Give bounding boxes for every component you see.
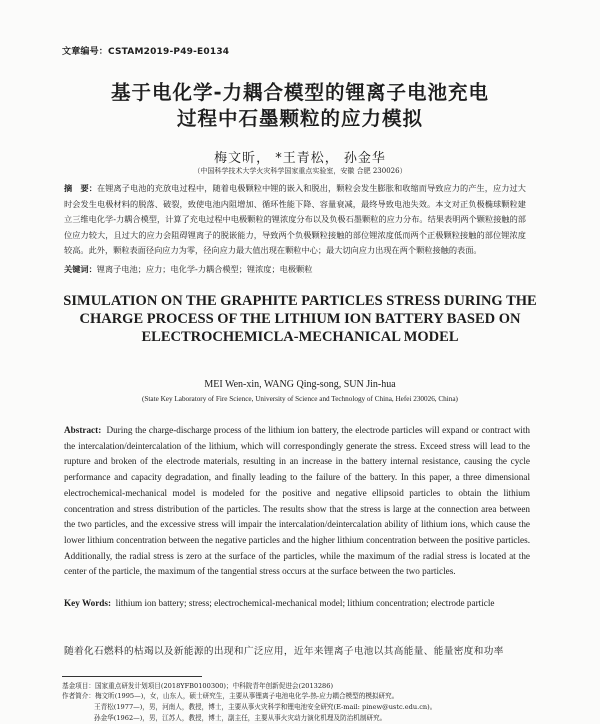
en-authors: MEI Wen-xin, WANG Qing-song, SUN Jin-hua [204,379,396,390]
footnote-divider [62,676,202,677]
cn-affiliation: （中国科学技术大学火灾科学国家重点实验室，安徽 合肥 230026） [193,167,407,175]
en-abstract-label: Abstract: [64,425,102,435]
cn-authors: 梅文昕， *王青松， 孙金华 [214,151,386,166]
intro-paragraph: 随着化石燃料的枯竭以及新能源的出现和广泛应用，近年来锂离子电池以其高能量、能量密度和功率 [64,646,504,657]
en-keywords [64,596,530,612]
en-abstract [64,423,530,580]
footnote-funding: 基金项目：国家重点研发计划项目(2018YFB0100300)；中科院青年创新促进会(2013286) [62,682,334,690]
cn-abstract-text: 在锂离子电池的充放电过程中，随着电极颗粒中锂的嵌入和脱出，颗粒会发生膨胀和收缩而导致应力的产生，应力过大时会发生电极材料的脱落、破裂，致使电池内阻增加、循环性能下降、容量衰减，最终导致电池失效。本文对正负极椭球颗粒建立三维电化学-力耦合模型，计算了充电过程中电极颗粒的锂浓度分布以及负极石墨颗粒的应力分布。结果表明两个颗粒接触的部位应力较大，且过大的应力会阻碍锂离子的脱嵌能力，导致两个负极颗粒接触的部位锂浓度低而两个正极颗粒接触的部位锂浓度较高。此外，颗粒表面径向应力为零，径向应力最大值出现在颗粒中心；最大切向应力出现在两个颗粒接触的表面。 [64,183,526,256]
cn-keywords-text: 锂离子电池；应力；电化学-力耦合模型；锂浓度；电极颗粒 [96,264,313,274]
footnote-author-bio [62,713,542,724]
cn-abstract [64,181,526,259]
en-title-line3: ELECTROCHEMICLA-MECHANICAL MODEL [141,329,459,345]
cn-abstract-label: 摘 要： [64,183,98,193]
footnote-author-bio: 作者简介：梅文昕(1995—)，女，山东人，硕士研究生，主要从事锂离子电池电化学-热-应力耦合模型的模拟研究。 [62,692,399,700]
footnote-author-bio-text: 孙金华(1962—)，男，江苏人，教授，博士，副主任，主要从事火灾动力演化机理及防治机制研究。 [94,714,387,722]
en-keywords-label: Key Words: [64,598,112,608]
cn-keywords-label: 关键词： [64,264,97,274]
cn-title-line1: 基于电化学-力耦合模型的锂离子电池充电 [110,81,490,104]
en-affiliation: (State Key Laboratory of Fire Science, University of Science and Technology of China, Hefei 230026, China) [142,395,458,403]
footnote-author-bio [62,702,542,713]
en-title-line1: SIMULATION ON THE GRAPHITE PARTICLES STRESS DURING THE [63,293,537,309]
cn-keywords [64,262,526,278]
footnote-author-bio-text: 王青松(1977—)，男，河南人，教授，博士，主要从事火灾科学和锂电池安全研究(E-mail: pinew@ustc.edu.cn)。 [94,703,437,711]
en-keywords-text: lithium ion battery; stress; electrochemical-mechanical model; lithium concentration; electrode particle [115,598,495,608]
en-title-line2: CHARGE PROCESS OF THE LITHIUM ION BATTERY BASED ON [79,311,521,327]
doc-number: 文章编号：CSTAM2019-P49-E0134 [62,47,230,57]
cn-title-line2: 过程中石墨颗粒的应力模拟 [176,107,423,130]
en-abstract-text: During the charge-discharge process of the lithium ion battery, the electrode particles will expand or contract with the intercalation/deintercalation of the lithium, which will correspondingly generate the stress. Exceed stress will lead to the rupture and broken of the electrode materials, resulting in an increase in the battery internal resistance, causing the cycle performance and capacity degradation, and finally leading to the failure of the battery. In this paper, a three dimensional electrochemical-mechanical model is modeled for the positive and negative ellipsoid particles to obtain the lithium concentration and stress distribution of the particles. The results show that the stress is large at the connection area between the two particles, and the excessive stress will impair the intercalation/deintercalation ability of lithium ions, which cause the lower lithium concentration between the negative particles and the higher lithium concentration between the positive particles. Additionally, the radial stress is zero at the surface of the particles, while the maximum of the radial stress is located at the center of the particle, the maximum of the tangential stress occurs at the surface between the two particles. [64,425,530,577]
